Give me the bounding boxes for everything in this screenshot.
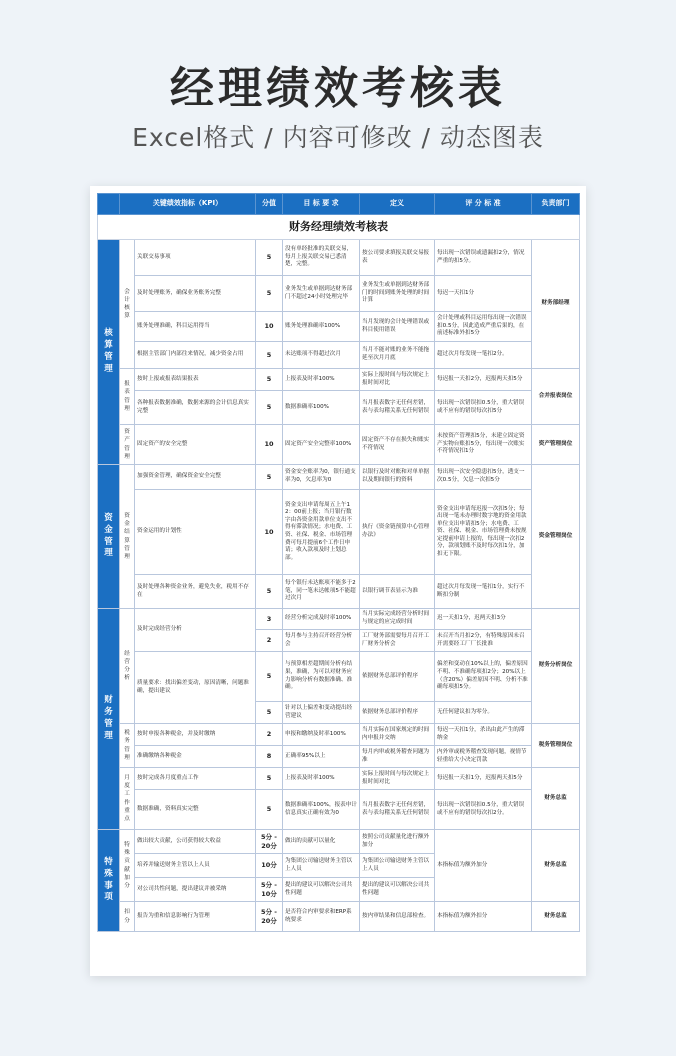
cell-definition: 提出的建议可以解决公司共性问题 bbox=[360, 878, 435, 902]
cell-kpi: 按时申报各种税金，并及时缴纳 bbox=[135, 724, 256, 746]
cell-kpi: 按时上报或报表结果报表 bbox=[135, 369, 256, 391]
cell-department: 财务总监 bbox=[532, 902, 580, 932]
hero-subtitle: Excel格式 / 内容可修改 / 动态图表 bbox=[132, 123, 544, 152]
cell-definition: 当月发现的会计处理错误或科目使用错误 bbox=[360, 312, 435, 342]
cell-definition: 当月不能对账的业务不能拖延至次月月底 bbox=[360, 342, 435, 369]
cell-standard: 每出现一次错误扣0.5分，重大错误或不应有的错误每次扣5分 bbox=[435, 391, 532, 425]
cell-kpi: 加强资金管理，确保资金安全完整 bbox=[135, 465, 256, 490]
header-score: 分值 bbox=[256, 194, 283, 215]
header-kpi: 关键绩效指标（KPI） bbox=[120, 194, 256, 215]
table-row bbox=[98, 391, 580, 425]
cell-score: 5 bbox=[256, 768, 283, 790]
cell-definition: 当月实际完成经营分析时间与规定的应完成时间 bbox=[360, 609, 435, 630]
cell-standard: 超过次月每发现一笔扣1分，实行不断扣分制 bbox=[435, 575, 532, 609]
cell-standard: 每出现一次安全隐患扣5分，透支一次0.5分，欠息一次扣5分 bbox=[435, 465, 532, 490]
cell-target: 针对以上偏差和变动提出经营建议 bbox=[283, 702, 360, 724]
sub-deduction: 扣 分 bbox=[120, 902, 135, 932]
cell-kpi: 做出较大贡献，公司获得较大收益 bbox=[135, 830, 256, 854]
table-row bbox=[98, 724, 580, 746]
cell-standard: 内外审或税务稽查发现问题，视情节轻重给大小决定罚款 bbox=[435, 746, 532, 768]
cell-standard: 未召开当月扣2分，有特殊原因未召开需要经工厂厂长批准 bbox=[435, 630, 532, 652]
header-row bbox=[98, 194, 580, 215]
cell-standard: 超过次月每发现一笔扣2分。 bbox=[435, 342, 532, 369]
cell-department: 财务总监 bbox=[532, 830, 580, 902]
cell-definition: 实际上报时间与每次规定上报时间对比 bbox=[360, 768, 435, 790]
header-definition: 定义 bbox=[360, 194, 435, 215]
table-row bbox=[98, 465, 580, 490]
cell-target: 账务处理准确率100% bbox=[283, 312, 360, 342]
cell-target: 资金支出申请每周五上午12：00前上报；当月银行数字由各资金用款单位支出不得有滞款情况；水电费、工资、社保、税金、市场管理费可每月提前6个工作日申请；收入款项及时上划总部。 bbox=[283, 490, 360, 575]
table-row bbox=[98, 575, 580, 609]
table-row bbox=[98, 342, 580, 369]
table-row bbox=[98, 240, 580, 276]
cell-target: 未达账项不得超过次月 bbox=[283, 342, 360, 369]
category-funds: 资 金 管 理 bbox=[98, 465, 120, 609]
cell-score: 3 bbox=[256, 609, 283, 630]
table-row bbox=[98, 652, 580, 702]
cell-kpi: 按时完成各月度重点工作 bbox=[135, 768, 256, 790]
cell-definition: 业务发生或单据到达财务部门的时间到账务处理的时间计算 bbox=[360, 276, 435, 312]
cell-definition: 当月报表数字无任何差错，表与表勾稽关系无任何错误 bbox=[360, 391, 435, 425]
header-target: 目 标 要 求 bbox=[283, 194, 360, 215]
cell-standard: 本指标值为额外加分 bbox=[435, 830, 532, 902]
cell-standard: 每迟一天扣1分 bbox=[435, 276, 532, 312]
cell-definition: 依据财务总部评价程序 bbox=[360, 702, 435, 724]
cell-standard: 无任何建议扣为零分。 bbox=[435, 702, 532, 724]
cell-definition: 执行《资金链预算中心管理办法》 bbox=[360, 490, 435, 575]
cell-definition: 按照公司贡献量化进行额外加分 bbox=[360, 830, 435, 854]
cell-definition: 按公司要求填报关联交易报表 bbox=[360, 240, 435, 276]
cell-standard: 偏差和变动在10%以上的，偏差原因不明、不准确每项扣2分；20%以上（含20%）偏差原因不明、分析不准确每项扣5分。 bbox=[435, 652, 532, 702]
cell-target: 与预算相差超期间分析有结果，准确，为可以对财务应力影响分析有数据准确、准确。 bbox=[283, 652, 360, 702]
cell-target: 上报表及时率100% bbox=[283, 369, 360, 391]
cell-kpi: 及时完成经营分析 bbox=[135, 609, 256, 652]
cell-definition: 依据财务总部评价程序 bbox=[360, 652, 435, 702]
sub-bonus: 特 殊 贡 献 加 分 bbox=[120, 830, 135, 902]
cell-kpi: 培养并输送财务主管以上人员 bbox=[135, 854, 256, 878]
cell-kpi: 及时处理各种资金业务，避免失业，税用不存在 bbox=[135, 575, 256, 609]
cell-definition: 固定资产不存在损失和账实不符情况 bbox=[360, 425, 435, 465]
spreadsheet-preview bbox=[90, 186, 586, 976]
cell-department: 资产管理岗位 bbox=[532, 425, 580, 465]
cell-target: 固定资产安全完整率100% bbox=[283, 425, 360, 465]
cell-department: 资金管理岗位 bbox=[532, 465, 580, 609]
sub-assets: 资 产 管 理 bbox=[120, 425, 135, 465]
sub-settlement: 资 金 结 算 管 理 bbox=[120, 465, 135, 609]
cell-score: 5 bbox=[256, 276, 283, 312]
cell-target: 没有单经批准的关联交易，每月上报关联交易已悉清楚，完整。 bbox=[283, 240, 360, 276]
cell-standard: 迟一天扣1分，迟两天扣3分 bbox=[435, 609, 532, 630]
cell-kpi: 根据主管部门内部往来情况，减少资金占用 bbox=[135, 342, 256, 369]
cell-score: 5 bbox=[256, 391, 283, 425]
cell-score: 10 bbox=[256, 312, 283, 342]
cell-kpi: 资金运用的计划性 bbox=[135, 490, 256, 575]
sub-tax: 税 务 管 理 bbox=[120, 724, 135, 768]
cell-definition: 工厂财务部需要每月召开工厂财务分析会 bbox=[360, 630, 435, 652]
cell-kpi: 质量要求：找出偏差变动，原因清晰，问题准确，提出建议 bbox=[135, 652, 256, 724]
kpi-table bbox=[97, 193, 580, 932]
table-row bbox=[98, 312, 580, 342]
table-row bbox=[98, 830, 580, 854]
cell-target: 做出的贡献可以量化 bbox=[283, 830, 360, 854]
category-finance: 财 务 管 理 bbox=[98, 609, 120, 830]
cell-target: 每个银行未达账项不能多于2笔，同一笔未达帐项5不能超过次月 bbox=[283, 575, 360, 609]
cell-score: 5 bbox=[256, 369, 283, 391]
cell-standard: 每出现一次错误扣0.5分，重大错误或不应有的错误每次扣2分。 bbox=[435, 790, 532, 830]
cell-standard: 会计处理或科目运用每出现一次错误扣0.5分，因此造成严重后果的，在前述标准外扣5分 bbox=[435, 312, 532, 342]
cell-score: 2 bbox=[256, 724, 283, 746]
header-standard: 评 分 标 准 bbox=[435, 194, 532, 215]
cell-target: 数据准确率100%，报表申计信息真实正确有效为0 bbox=[283, 790, 360, 830]
table-row bbox=[98, 609, 580, 630]
sub-analysis: 经 营 分 析 bbox=[120, 609, 135, 724]
cell-target: 是否符合内审要求和ERP系统要求 bbox=[283, 902, 360, 932]
cell-score: 5 bbox=[256, 790, 283, 830]
table-row bbox=[98, 790, 580, 830]
category-accounting: 核 算 管 理 bbox=[98, 240, 120, 465]
cell-target: 经营分析完成及时率100% bbox=[283, 609, 360, 630]
cell-department: 财务部经理 bbox=[532, 240, 580, 369]
cell-definition: 当月实际在国家规定的时间内申报并交纳 bbox=[360, 724, 435, 746]
cell-score: 10 bbox=[256, 425, 283, 465]
cell-standard: 每出现一次错误或遗漏扣2分，情况严重的扣5分。 bbox=[435, 240, 532, 276]
cell-definition: 当月报表数字无任何差错，表与表勾稽关系无任何错误 bbox=[360, 790, 435, 830]
cell-standard: 每迟报一天扣1分，迟报两天扣5分 bbox=[435, 768, 532, 790]
cell-standard: 每迟报一天扣2分，迟报两天扣5分 bbox=[435, 369, 532, 391]
table-title-row bbox=[98, 215, 580, 240]
cell-kpi: 对公司共性问题，提出建议并被采纳 bbox=[135, 878, 256, 902]
cell-score: 10 bbox=[256, 490, 283, 575]
cell-kpi: 账务处理准确，科目运用得当 bbox=[135, 312, 256, 342]
cell-score: 2 bbox=[256, 630, 283, 652]
cell-standard: 本指标值为额外扣分 bbox=[435, 902, 532, 932]
sub-reports: 报 表 管 理 bbox=[120, 369, 135, 425]
cell-target: 每月参与主持召开经营分析会 bbox=[283, 630, 360, 652]
cell-score: 5分 - 10分 bbox=[256, 878, 283, 902]
table-row bbox=[98, 902, 580, 932]
table-row bbox=[98, 490, 580, 575]
cell-target: 提出的建议可以解决公司共性问题 bbox=[283, 878, 360, 902]
cell-target: 资金安全账率为0，银行通支率为0，欠息率为0 bbox=[283, 465, 360, 490]
cell-score: 5 bbox=[256, 465, 283, 490]
cell-score: 5分 - 20分 bbox=[256, 902, 283, 932]
cell-target: 申报和缴纳及时率100% bbox=[283, 724, 360, 746]
cell-score: 5 bbox=[256, 652, 283, 702]
cell-definition: 以银行及时对账和对单单据以及期间银行的资料 bbox=[360, 465, 435, 490]
cell-kpi: 数据准确，资料真实完整 bbox=[135, 790, 256, 830]
cell-score: 8 bbox=[256, 746, 283, 768]
table-row bbox=[98, 746, 580, 768]
cell-score: 5 bbox=[256, 240, 283, 276]
cell-target: 业务发生或单据到达财务部门不超过24小时处理完毕 bbox=[283, 276, 360, 312]
table-title: 财务经理绩效考核表 bbox=[98, 215, 580, 240]
cell-standard: 未按资产管理扣5分，未建立固定资产实物台账扣5分，每出现一次账实不符情况扣1分 bbox=[435, 425, 532, 465]
cell-kpi: 关联交易事项 bbox=[135, 240, 256, 276]
cell-score: 5 bbox=[256, 702, 283, 724]
table-row bbox=[98, 768, 580, 790]
cell-kpi: 及时处理账务，确保业务账务完整 bbox=[135, 276, 256, 312]
cell-target: 为集团公司输送财务主管以上人员 bbox=[283, 854, 360, 878]
cell-department: 税务管理岗位 bbox=[532, 724, 580, 768]
cell-target: 数据准确率100% bbox=[283, 391, 360, 425]
cell-kpi: 各种报表数据准确，数据来源的会计信息真实完整 bbox=[135, 391, 256, 425]
cell-score: 5分 - 20分 bbox=[256, 830, 283, 854]
cell-definition: 实际上报时间与每次规定上报时间对比 bbox=[360, 369, 435, 391]
table-row bbox=[98, 276, 580, 312]
cell-department: 合并报表岗位 bbox=[532, 369, 580, 425]
table-row bbox=[98, 425, 580, 465]
cell-target: 正确率95%以上 bbox=[283, 746, 360, 768]
cell-target: 上报表及时率100% bbox=[283, 768, 360, 790]
cell-department: 财务总监 bbox=[532, 768, 580, 830]
sub-accounting: 会 计 核 算 bbox=[120, 240, 135, 369]
cell-department: 财务分析岗位 bbox=[532, 609, 580, 724]
category-special: 特 殊 事 项 bbox=[98, 830, 120, 932]
header-blank bbox=[98, 194, 120, 215]
hero-title: 经理绩效考核表 bbox=[170, 63, 506, 114]
cell-standard: 每迟一天扣1分，杀出由此产生的滞纳金 bbox=[435, 724, 532, 746]
cell-definition: 每月内审或税务稽查问题为准 bbox=[360, 746, 435, 768]
cell-definition: 为集团公司输送财务主管以上人员 bbox=[360, 854, 435, 878]
cell-score: 10分 bbox=[256, 854, 283, 878]
cell-kpi: 固定资产的安全完整 bbox=[135, 425, 256, 465]
cell-score: 5 bbox=[256, 342, 283, 369]
sub-monthly: 月 度 工 作 重 点 bbox=[120, 768, 135, 830]
header-department: 负责部门 bbox=[532, 194, 580, 215]
cell-kpi: 报告为重和信息影响行为管理 bbox=[135, 902, 256, 932]
cell-kpi: 准确缴纳各种税金 bbox=[135, 746, 256, 768]
cell-score: 5 bbox=[256, 575, 283, 609]
cell-definition: 按内审结果和信息部检查。 bbox=[360, 902, 435, 932]
cell-standard: 资金支出申请每迟报一次扣5分；每出现一笔未办理时数字地的资金用款单位支出申请扣5分；水电费、工资、社保、税金、市场管理费未按规定提前申请上报的，每出现一次扣2分，款项划账不及时每次扣1分，加扣无下限。 bbox=[435, 490, 532, 575]
cell-definition: 以银行调节表显示为准 bbox=[360, 575, 435, 609]
table-row bbox=[98, 369, 580, 391]
